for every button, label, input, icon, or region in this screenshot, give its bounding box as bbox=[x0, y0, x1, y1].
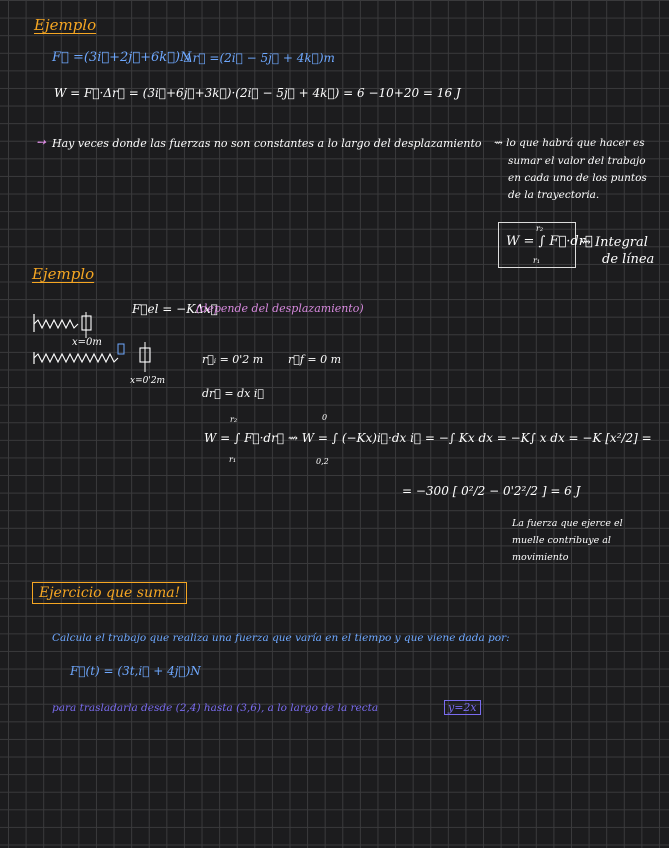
work-equation: W = F⃗·Δr⃗ = (3i⃗+6j⃗+3k⃗)·(2i⃗ − 5j⃗ + 4k⃗) = 6 −10+20 = 16 J bbox=[54, 86, 461, 100]
integral-upper-limit: r₂ bbox=[536, 224, 544, 233]
int2-upper-limit: 0 bbox=[322, 413, 328, 422]
spring-work-integral: W = ∫ F⃗·dr⃗ ⇝ W = ∫ (−Kx)i⃗·dx i⃗ = −∫ Kx dx = −K∫ x dx = −K [x²/2] = bbox=[204, 431, 652, 445]
int-lower-limit: r₁ bbox=[229, 455, 237, 464]
comment-line2: muelle contribuye al bbox=[512, 535, 611, 546]
note-line4: de la trayectoria. bbox=[508, 189, 600, 201]
comment-line3: movimiento bbox=[512, 552, 569, 563]
spring-work-result: = −300 [ 0²/2 − 0'2²/2 ] = 6 J bbox=[402, 484, 581, 498]
int-upper-limit: r₂ bbox=[230, 415, 238, 424]
int2-lower-limit: 0,2 bbox=[316, 457, 329, 466]
note-arrow-text: ⇝ lo que habrá que hacer es bbox=[494, 137, 645, 149]
line-equation: y=2x bbox=[444, 700, 481, 715]
final-position: r⃗f = 0 m bbox=[288, 353, 342, 366]
differential-displacement: dr⃗ = dx i⃗ bbox=[202, 387, 264, 400]
comment-line1: La fuerza que ejerce el bbox=[512, 518, 623, 529]
elastic-force-note: (depende del desplazamiento) bbox=[196, 302, 364, 315]
note-line1: Hay veces donde las fuerzas no son constantes a lo largo del desplazamiento bbox=[52, 137, 482, 150]
example2-title: Ejemplo bbox=[32, 265, 95, 283]
integral-label-line2: de línea bbox=[602, 252, 655, 267]
note-line2: sumar el valor del trabajo bbox=[508, 155, 646, 167]
elastic-force: F⃗el = −KΔx⃗ bbox=[132, 302, 218, 316]
displacement-vector: Δr⃗ =(2i⃗ − 5j⃗ + 4k⃗)m bbox=[184, 51, 335, 65]
initial-position: r⃗ᵢ = 0'2 m bbox=[202, 353, 264, 366]
example1-title: Ejemplo bbox=[34, 16, 97, 34]
force-vector: F⃗ =(3i⃗+2j⃗+6k⃗)N bbox=[52, 50, 192, 65]
exercise-force: F⃗(t) = (3t,i⃗ + 4j⃗)N bbox=[70, 664, 201, 678]
x0-label: x=0m bbox=[72, 337, 102, 348]
x02-label: x=0'2m bbox=[130, 376, 166, 386]
note-line3: en cada uno de los puntos bbox=[508, 172, 647, 184]
exercise-path: para trasladarla desde (2,4) hasta (3,6), a lo largo de la recta bbox=[52, 702, 379, 714]
line-integral-formula: W = ∫ F⃗·dr⃗ bbox=[506, 234, 593, 249]
exercise-statement: Calcula el trabajo que realiza una fuerza que varía en el tiempo y que viene dada por: bbox=[52, 632, 510, 644]
exercise-title: Ejercicio que suma! bbox=[32, 582, 187, 604]
bullet-arrow-icon: ➙ bbox=[36, 135, 47, 149]
integral-lower-limit: r₁ bbox=[533, 256, 541, 265]
integral-label: ⇝ Integral bbox=[580, 235, 648, 250]
